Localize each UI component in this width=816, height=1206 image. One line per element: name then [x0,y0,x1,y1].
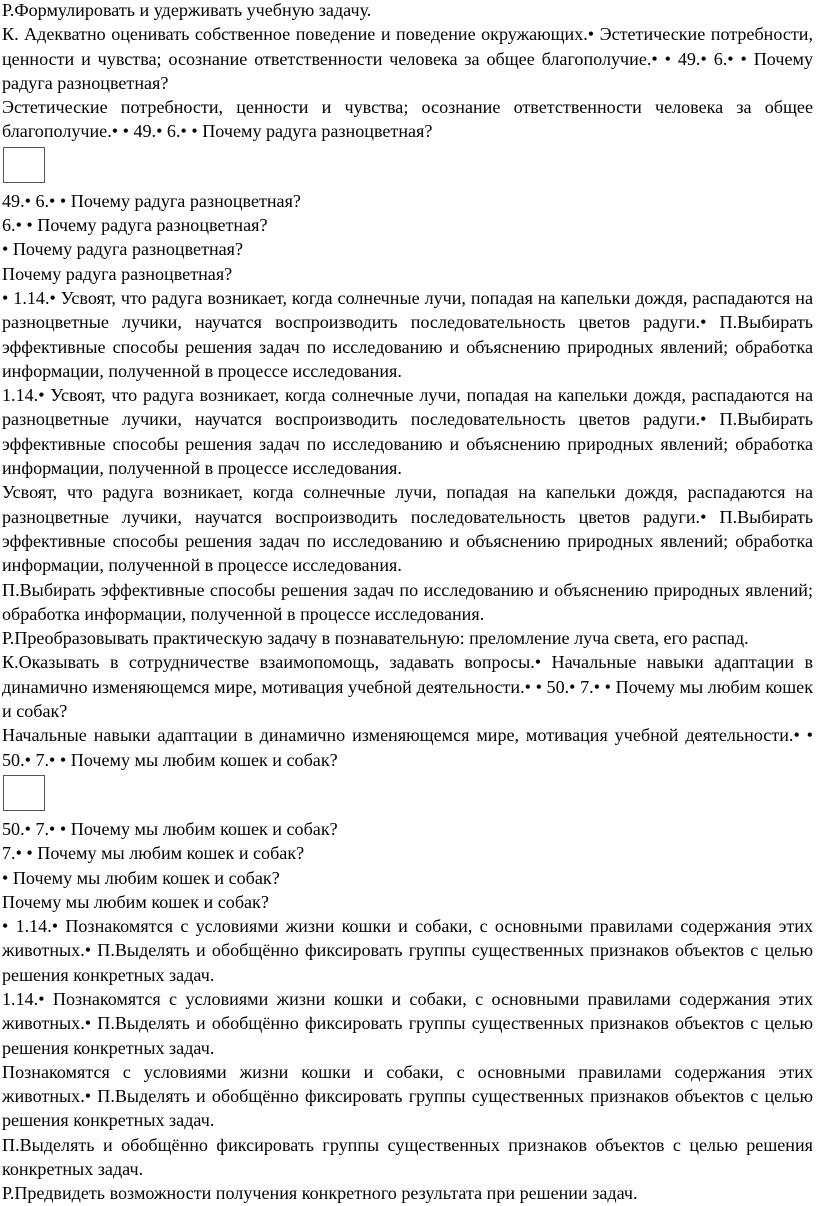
paragraph: Усвоят, что радуга возникает, когда солнечные лучи, попадая на капельки дождя, распадаются на разноцветные лучики, научатся воспроизводить последовательность цветов радуги.• П.Выбирать эффективные способы решения задач по исследованию и объяснению природных явлений; обработка информации, полученной в процессе исследования. [2,482,813,576]
paragraph: 7.• • Почему мы любим кошек и собак? [2,843,305,864]
paragraph: 49.• 6.• • Почему радуга разноцветная? [2,190,301,211]
paragraph: К. Адекватно оценивать собственное поведение и поведение окружающих.• Эстетические потребности, ценности и чувства; осознание ответственности человека за общее благополучие.• • 49.• 6.• • Почему радуга разноцветная? [2,24,813,93]
paragraph: 1.14.• Усвоят, что радуга возникает, когда солнечные лучи, попадая на капельки дождя, распадаются на разноцветные лучики, научатся воспроизводить последовательность цветов радуги.• П.Выбирать эффективные способы решения задач по исследованию и объяснению природных явлений; обработка информации, полученной в процессе исследования. [2,385,813,479]
paragraph: • Почему радуга разноцветная? [2,239,244,260]
paragraph: • 1.14.• Познакомятся с условиями жизни кошки и собаки, с основными правилами содержания этих животных.• П.Выделять и обобщённо фиксировать группы существенных признаков объектов с целью решения конкретных задач. [2,916,813,985]
paragraph: К.Оказывать в сотрудничестве взаимопомощь, задавать вопросы.• Начальные навыки адаптации в динамично изменяющемся мире, мотивация учебной деятельности.• • 50.• 7.• • Почему мы любим кошек и собак? [2,652,813,722]
empty-checkbox-frame [3,147,45,183]
paragraph: 50.• 7.• • Почему мы любим кошек и собак? [2,818,338,839]
document-body [2,0,813,1206]
paragraph: 6.• • Почему радуга разноцветная? [2,215,268,236]
paragraph: П.Выделять и обобщённо фиксировать группы существенных признаков объектов с целью решения конкретных задач. [2,1134,813,1180]
paragraph: Начальные навыки адаптации в динамично изменяющемся мире, мотивация учебной деятельности.• • 50.• 7.• • Почему мы любим кошек и собак? [2,725,813,770]
paragraph: Почему радуга разноцветная? [2,263,233,284]
paragraph: Познакомятся с условиями жизни кошки и собаки, с основными правилами содержания этих животных.• П.Выделять и обобщённо фиксировать группы существенных признаков объектов с целью решения конкретных задач. [2,1061,813,1131]
paragraph: 1.14.• Познакомятся с условиями жизни кошки и собаки, с основными правилами содержания этих животных.• П.Выделять и обобщённо фиксировать группы существенных признаков объектов с целью решения конкретных задач. [2,988,813,1058]
empty-checkbox-frame [3,775,45,811]
paragraph: Р.Преобразовывать практическую задачу в познавательную: преломление луча света, его распад. [2,628,749,649]
paragraph: П.Выбирать эффективные способы решения задач по исследованию и объяснению природных явлений; обработка информации, полученной в процессе исследования. [2,579,813,624]
paragraph: • Почему мы любим кошек и собак? [2,867,280,888]
paragraph: • 1.14.• Усвоят, что радуга возникает, когда солнечные лучи, попадая на капельки дождя, распадаются на разноцветные лучики, научатся воспроизводить последовательность цветов радуги.• П.Выбирать эффективные способы решения задач по исследованию и объяснению природных явлений; обработка информации, полученной в процессе исследования. [2,287,813,381]
paragraph: Почему мы любим кошек и собак? [2,891,269,912]
paragraph: Р.Предвидеть возможности получения конкретного результата при решении задач. [2,1183,638,1204]
paragraph: Эстетические потребности, ценности и чувства; осознание ответственности человека за общее благополучие.• • 49.• 6.• • Почему радуга разноцветная? [2,97,813,142]
paragraph: Р.Формулировать и удерживать учебную задачу. [2,0,372,20]
